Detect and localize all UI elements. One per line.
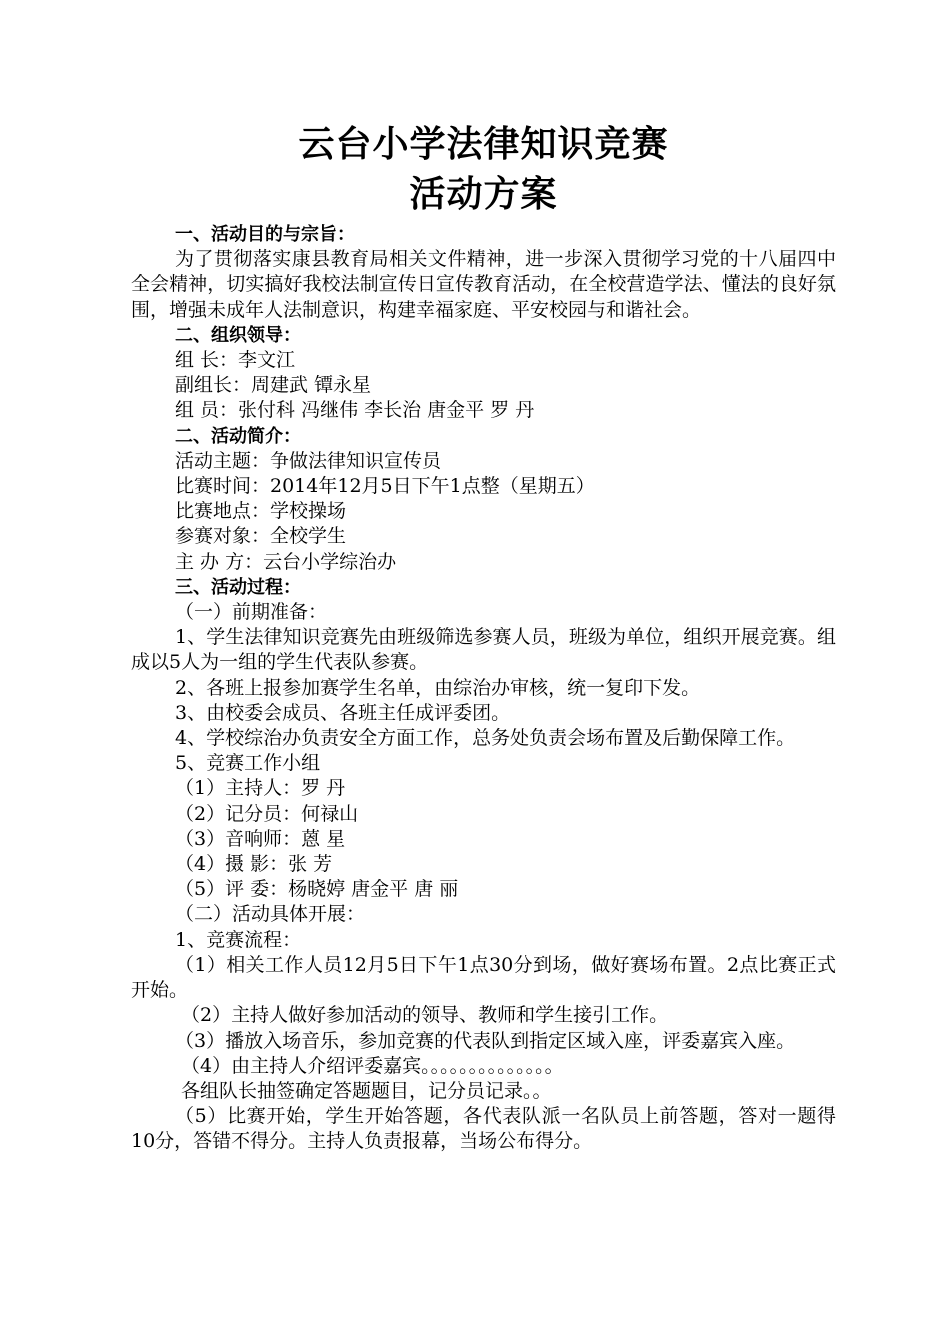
document-title: 云台小学法律知识竞赛 (298, 124, 669, 165)
team-scorer: （2）记分员：何禄山 (175, 802, 359, 825)
org-deputy: 副组长：周建武 镡永星 (175, 374, 372, 397)
section-heading-organization: 二、组织领导： (175, 324, 301, 346)
org-leader: 组 长：李文江 (175, 349, 296, 372)
prep-item-1: 1、学生法律知识竞赛先由班级筛选参赛人员，班级为单位，组织开展竞赛。组成以5人为一组的学生代表队参赛。 (131, 626, 836, 674)
team-sound: （3）音响师：蒽 星 (175, 827, 346, 850)
flow-item-1: （1）相关工作人员12月5日下午1点30分到场，做好赛场布置。2点比赛正式开始。 (131, 953, 836, 1002)
prep-item-4: 4、学校综治办负责安全方面工作，总务处负责会场布置及后勤保障工作。 (175, 727, 796, 750)
team-judges: （5）评 委：杨晓婷 唐金平 唐 丽 (175, 878, 459, 901)
document-subtitle: 活动方案 (409, 174, 558, 215)
flow-item-4b: 各组队长抽签确定答题题目，记分员记录。。 (181, 1079, 552, 1102)
intro-place: 比赛地点：学校操场 (175, 500, 347, 523)
flow-item-4: （4）由主持人介绍评委嘉宾。。。。。。。。。。。。。。 (181, 1054, 564, 1077)
intro-target: 参赛对象：全校学生 (175, 525, 347, 548)
section-heading-purpose: 一、活动目的与宗旨： (175, 224, 355, 245)
intro-host: 主 办 方：云台小学综治办 (175, 550, 397, 573)
intro-time: 比赛时间：2014年12月5日下午1点整（星期五） (175, 475, 595, 498)
execution-flow-heading: 1、竞赛流程： (175, 928, 302, 951)
prep-item-3: 3、由校委会成员、各班主任成评委团。 (175, 701, 511, 724)
flow-item-2: （2）主持人做好参加活动的领导、教师和学生接引工作。 (181, 1004, 669, 1027)
team-photo: （4）摄 影：张 芳 (175, 853, 333, 876)
subsection-heading-preparation: （一）前期准备： (175, 601, 328, 624)
org-members: 组 员：张付科 冯继伟 李长治 唐金平 罗 丹 (175, 399, 535, 422)
section-heading-intro: 二、活动简介： (175, 425, 301, 447)
subsection-heading-execution: （二）活动具体开展： (175, 903, 366, 926)
paragraph-purpose: 为了贯彻落实康县教育局相关文件精神，进一步深入贯彻学习党的十八届四中全会精神，切实搞好我校法制宣传日宣传教育活动，在全校营造学法、懂法的良好氛围，增强未成年人法制意识，构建幸福家庭、平安校园与和谐社会。 (131, 248, 836, 321)
document-page (131, 120, 836, 1155)
team-host: （1）主持人：罗 丹 (175, 777, 346, 800)
flow-item-3: （3）播放入场音乐，参加竞赛的代表队到指定区域入座，评委嘉宾入座。 (175, 1029, 796, 1052)
prep-item-5: 5、竞赛工作小组 (175, 752, 321, 775)
prep-item-2: 2、各班上报参加赛学生名单，由综治办审核，统一复印下发。 (175, 676, 701, 699)
flow-item-5: （5）比赛开始，学生开始答题，各代表队派一名队员上前答题，答对一题得10分，答错不得分。主持人负责报幕，当场公布得分。 (131, 1105, 836, 1153)
intro-theme: 活动主题：争做法律知识宣传员 (175, 449, 442, 472)
section-heading-process: 三、活动过程： (175, 576, 301, 598)
